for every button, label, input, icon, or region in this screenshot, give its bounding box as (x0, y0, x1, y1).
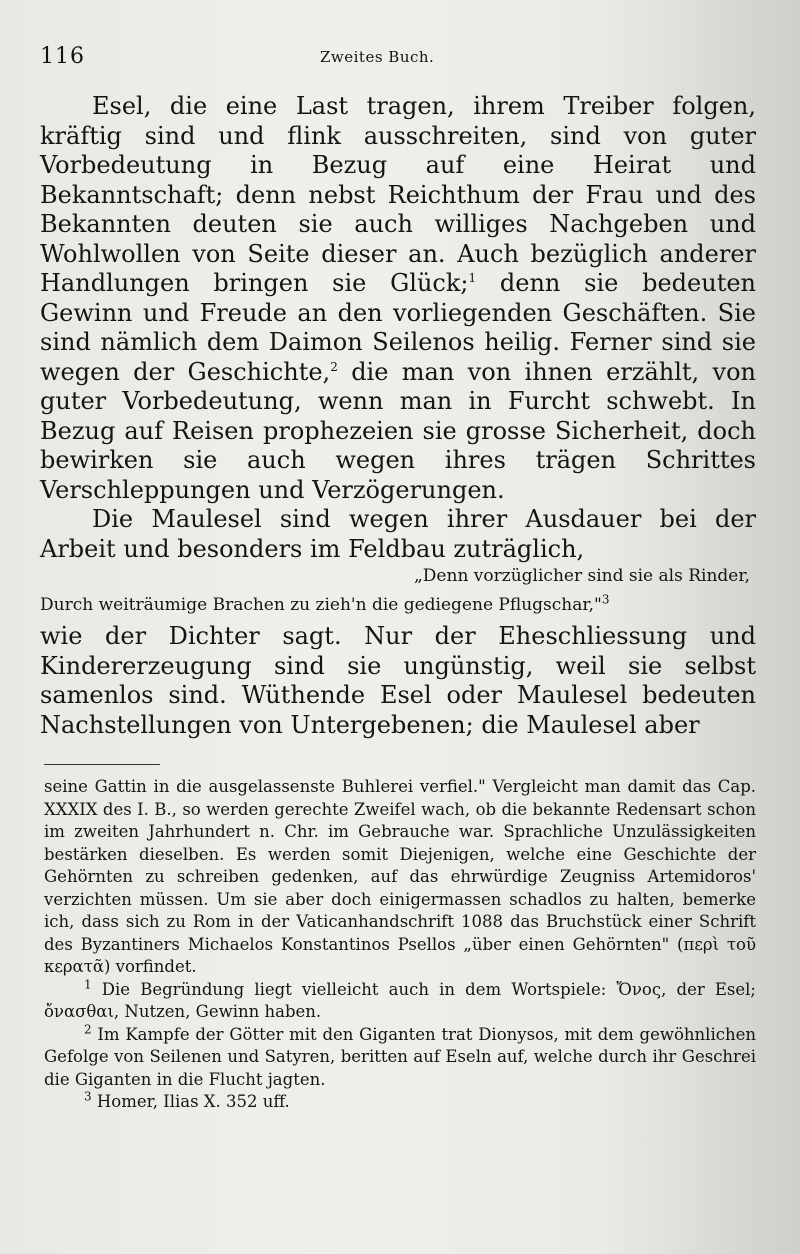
footnote-ref-1: 1 (468, 271, 477, 285)
footnote-1-text: Die Begründung liegt vielleicht auch in dem Wortspiele: Ὄνος, der Esel; ὄνασθαι, Nutzen, Gewinn haben. (44, 979, 756, 1021)
footnote-continuation: seine Gattin in die ausgelassenste Buhlerei verfiel." Vergleicht man damit das Cap. XXXIX des I. B., so werden gerechte Zweifel wach, ob die bekannte Redensart schon im zweiten Jahrhundert n. Chr. im Gebrauche war. Sprachliche Unzulässigkeiten bestärken dieselben. Es werden somit Diejenigen, welche eine Geschichte der Gehörnten zu schreiben gedenken, auf das ehrwürdige Zeugniss Artemidoros' verzichten müssen. Um sie aber doch einigermassen schadlos zu halten, bemerke ich, dass sich zu Rom in der Vaticanhandschrift 1088 das Bruchstück einer Schrift des Byzantiners Michaelos Konstantinos Psellos „über einen Gehörnten" (περὶ τοῦ κερατᾶ) vorfindet. (44, 777, 756, 976)
verse-line-2-text: Durch weiträumige Brachen zu zieh'n die gediegene Pflugschar," (40, 595, 602, 615)
main-text-continued (40, 622, 756, 740)
footnote-2 (44, 1024, 756, 1092)
footnote-2-number: 2 (84, 1022, 92, 1036)
paragraph-esel-text-1: Esel, die eine Last tragen, ihrem Treiber folgen, kräftig sind und flink ausschreiten, sind von guter Vorbedeutung in Bezug auf eine Heirat und Bekanntschaft; denn nebst Reichthum der Frau und des Bekannten deuten sie auch williges Nachgeben und Wohlwollen von Seite dieser an. Auch bezüglich anderer Handlungen bringen sie Glück; (40, 92, 756, 297)
running-head: Zweites Buch. (320, 48, 435, 66)
footnote-2-text: Im Kampfe der Götter mit den Giganten trat Dionysos, mit dem gewöhnlichen Gefolge von Seilenen und Satyren, beritten auf Eseln auf, welche durch ihr Geschrei die Giganten in die Flucht jagten. (44, 1024, 756, 1089)
paragraph-dichter: wie der Dichter sagt. Nur der Eheschliessung und Kindererzeugung sind sie ungünstig, weil sie selbst samenlos sind. Wüthende Esel oder Maulesel bedeuten Nachstellungen von Untergebenen; die Maulesel aber (40, 622, 756, 739)
footnote-3 (44, 1091, 756, 1114)
verse-quote (40, 562, 756, 620)
footnote-3-number: 3 (84, 1089, 92, 1104)
verse-line-1: „Denn vorzüglicher sind sie als Rinder, (414, 566, 750, 586)
main-text (40, 92, 756, 564)
paragraph-maulesel: Die Maulesel sind wegen ihrer Ausdauer bei der Arbeit und besonders im Feldbau zuträglich, (40, 505, 756, 563)
verse-line-2 (40, 591, 756, 620)
paragraph-esel-text-2: denn sie bedeuten Gewinn und Freude an den vorliegenden Geschäften. Sie sind nämlich dem Daimon Seilenos heilig. Ferner sind sie wegen der Geschichte, (40, 269, 756, 386)
footnote-rule (44, 764, 160, 765)
footnote-1 (44, 979, 756, 1024)
page-number: 116 (40, 44, 85, 69)
footnote-1-number: 1 (84, 977, 92, 991)
paragraph-esel (40, 92, 756, 505)
footnote-ref-2: 2 (330, 359, 338, 374)
footnote-3-text: Homer, Ilias X. 352 uff. (91, 1092, 290, 1111)
page-header (40, 44, 760, 74)
paragraph-esel-text-3: die man von ihnen erzählt, von guter Vorbedeutung, wenn man in Furcht schwebt. In Bezug auf Reisen prophezeien sie grosse Sicherheit, doch bewirken sie auch wegen ihres trägen Schrittes Verschleppungen und Verzögerungen. (40, 357, 756, 504)
footnote-ref-3: 3 (601, 592, 610, 607)
footnotes (44, 776, 756, 1114)
